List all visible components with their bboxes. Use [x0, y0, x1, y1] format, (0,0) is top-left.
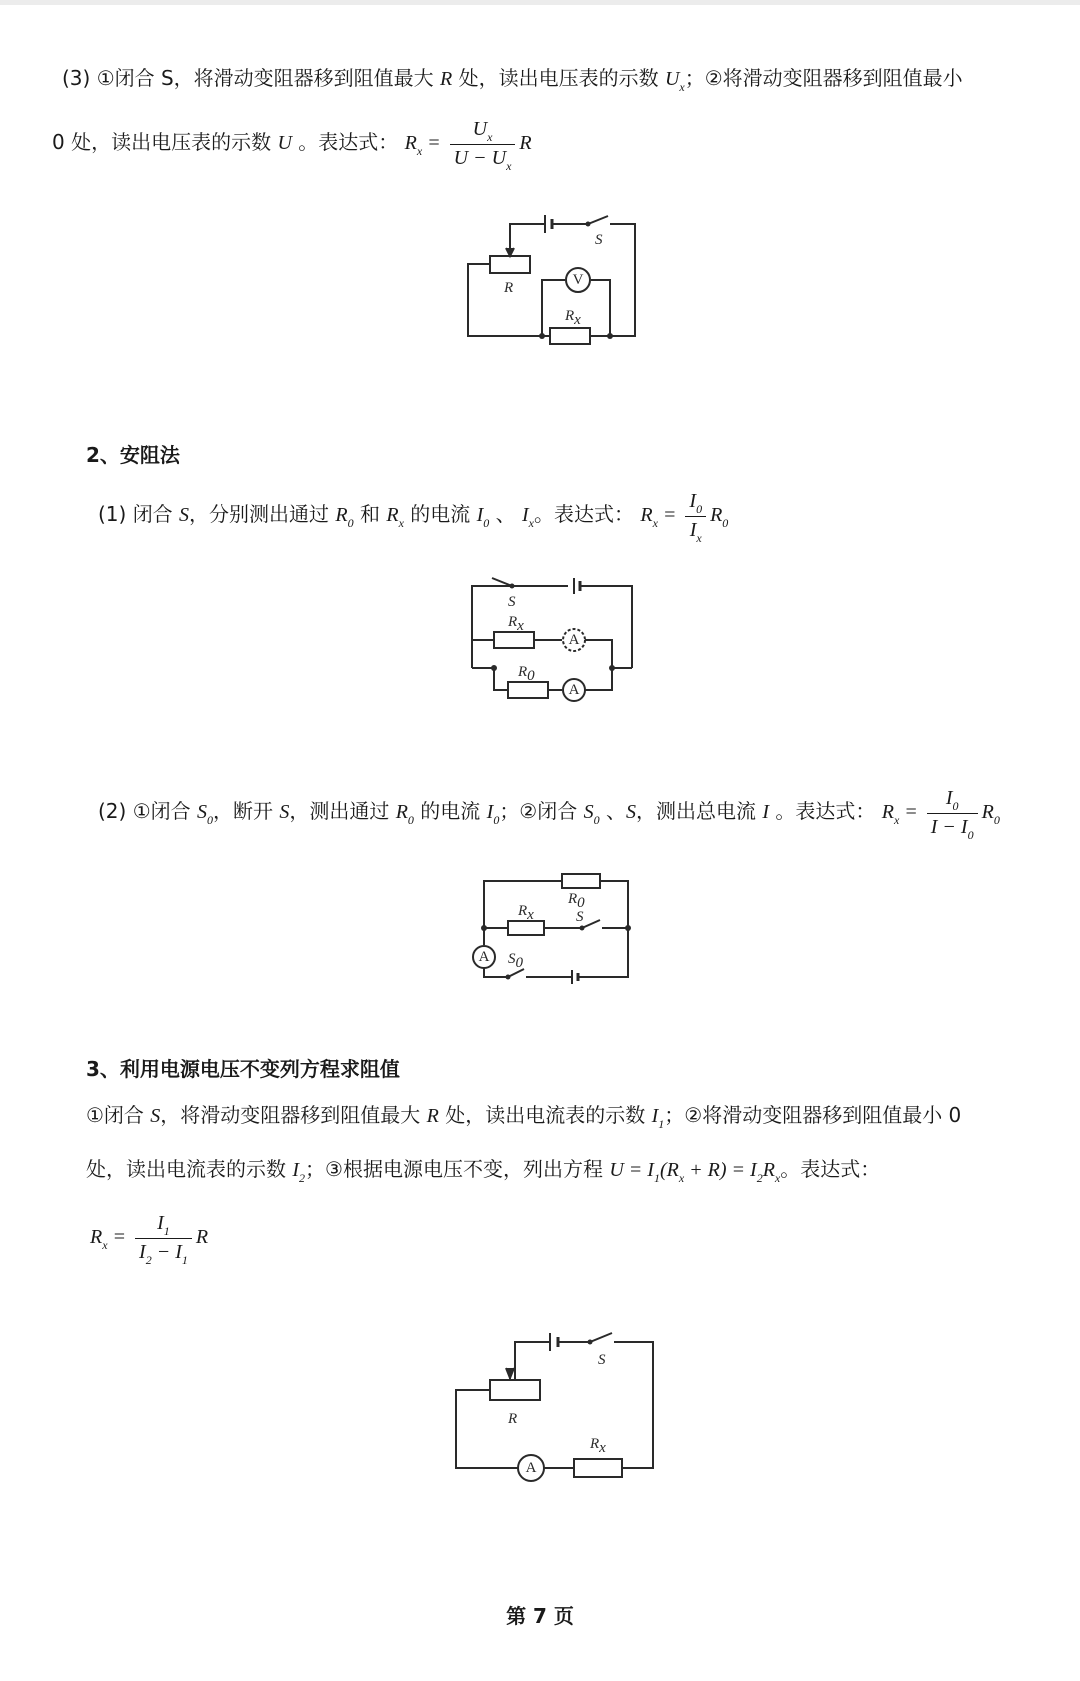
sec2-p1-fraction: $\frac{I_0}{I_x}$ — [685, 490, 706, 543]
rheostat — [490, 256, 530, 273]
s3-line2: 0 处，读出电压表的示数 U 。表达式： $R_x$ = $\frac{U_x}{U - U_x}$ R — [52, 118, 532, 173]
circuit-ammeter-switches — [472, 873, 642, 983]
ammeter-label: A — [478, 949, 490, 965]
rheostat — [490, 1380, 540, 1400]
top-border — [0, 0, 1080, 5]
s3-rheostat-label: R — [504, 280, 514, 296]
s3-line1: (3) ①闭合 S，将滑动变阻器移到阻值最大 R 处，读出电压表的示数 $U_x$；②将滑动变阻器移到阻值最小 — [62, 66, 963, 94]
circuit-voltmeter-method — [460, 212, 660, 352]
sec3-line1: ①闭合 S，将滑动变阻器移到阻值最大 R 处，读出电流表的示数 $I_1$；②将滑动变阻器移到阻值最小 0 — [86, 1103, 962, 1131]
sec2-c2-switch-s-label: S — [576, 909, 584, 925]
sec3-equation: $U = I_1(R_x + R) = I_2R_x$ — [609, 1159, 781, 1185]
sec3-rheostat-label: R — [508, 1411, 518, 1427]
ammeter-r0-label: A — [568, 682, 580, 698]
svg-text:Rx: Rx — [590, 1436, 606, 1456]
sec2-p1: (1) 闭合 S，分别测出通过 $R_0$ 和 $R_x$ 的电流 $I_0$ 、 $I_x$。表达式： $R_x$ = $\frac{I_0}{I_x}$ $R_0$ — [98, 490, 729, 545]
circuit-series-ammeter — [450, 1328, 660, 1478]
page-number: 第 7 页 — [506, 1604, 574, 1628]
sec3-line2: 处，读出电流表的示数 $I_2$；③根据电源电压不变，列出方程 $U = I_1(R_x + R) = I_2R_x$。表达式： — [86, 1157, 881, 1185]
sec3-switch-label: S — [598, 1352, 606, 1368]
sec2-heading: 2、安阻法 — [86, 443, 180, 467]
sec3-heading: 3、利用电源电压不变列方程求阻值 — [86, 1057, 400, 1081]
resistor-r0 — [508, 682, 548, 698]
sec2-p1-expression: $R_x$ = $\frac{I_0}{I_x}$ $R_0$ — [640, 490, 729, 545]
ammeter-rx-label: A — [568, 632, 580, 648]
svg-text:Rx: Rx — [508, 614, 524, 634]
svg-text:R0: R0 — [568, 891, 585, 911]
resistor-r0 — [562, 874, 600, 888]
svg-text:R0: R0 — [518, 664, 535, 684]
sec2-p2: (2) ①闭合 $S_0$，断开 S，测出通过 $R_0$ 的电流 $I_0$；②闭合 $S_0$ 、S，测出总电流 I 。表达式： $R_x$ = $\frac{I_0}{I - I_0}$ $R_0$ — [98, 787, 1000, 842]
circuit-ammeter-parallel — [462, 578, 642, 708]
resistor-rx — [508, 921, 544, 935]
resistor-rx — [494, 632, 534, 648]
voltmeter-label: V — [572, 272, 584, 288]
svg-text:Rx: Rx — [518, 903, 534, 923]
sec2-c1-switch-label: S — [508, 594, 516, 610]
resistor-rx — [550, 328, 590, 344]
sec2-p2-fraction: $\frac{I_0}{I - I_0}$ — [927, 787, 978, 840]
s3-rx-label: Rx — [565, 308, 581, 328]
s3-fraction: $\frac{U_x}{U - U_x}$ — [450, 118, 516, 171]
resistor-rx — [574, 1459, 622, 1477]
sec3-fraction: $\frac{I_1}{I_2 - I_1}$ — [135, 1212, 192, 1265]
ammeter-label: A — [525, 1460, 537, 1476]
sec3-expression: $R_x$ = $\frac{I_1}{I_2 - I_1}$ R — [90, 1212, 209, 1267]
s3-expression: $R_x$ = $\frac{U_x}{U - U_x}$ R — [404, 118, 532, 173]
sec2-p2-expression: $R_x$ = $\frac{I_0}{I - I_0}$ $R_0$ — [881, 787, 1000, 842]
svg-text:S0: S0 — [508, 951, 523, 971]
s3-switch-label: S — [595, 232, 603, 248]
